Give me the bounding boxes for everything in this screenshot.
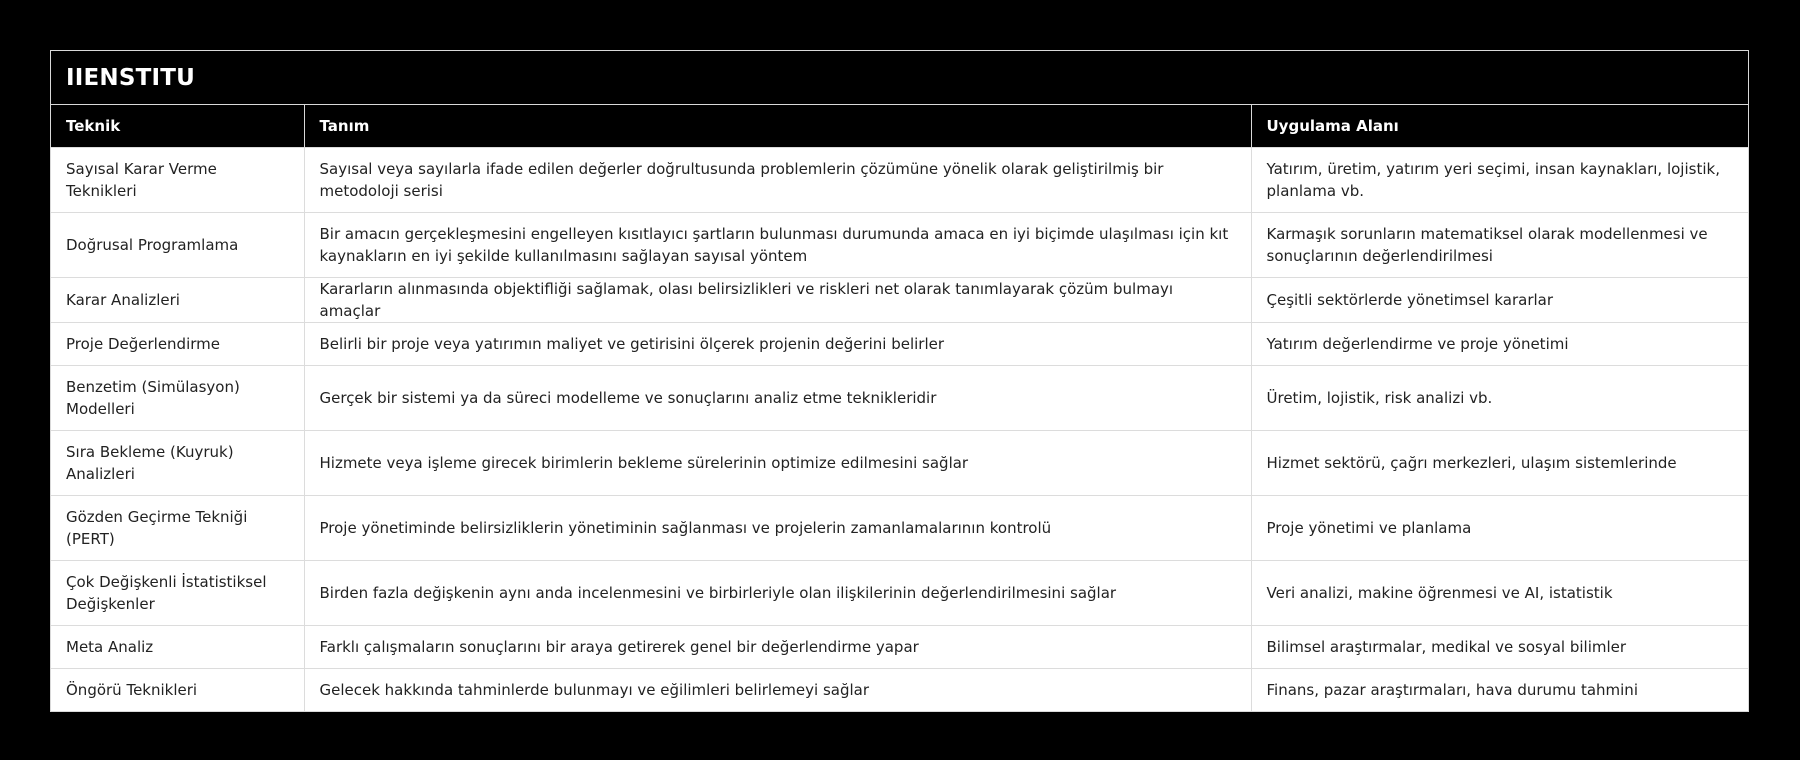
- cell-alan: Bilimsel araştırmalar, medikal ve sosyal bilimler: [1251, 625, 1748, 668]
- cell-tanim: Proje yönetiminde belirsizliklerin yönetiminin sağlanması ve projelerin zamanlamalarının kontrolü: [304, 495, 1251, 560]
- cell-teknik: Proje Değerlendirme: [51, 322, 304, 365]
- cell-alan: Finans, pazar araştırmaları, hava durumu tahmini: [1251, 668, 1748, 711]
- table-row: [51, 147, 1748, 212]
- cell-tanim: Bir amacın gerçekleşmesini engelleyen kısıtlayıcı şartların bulunması durumunda amaca en iyi biçimde ulaşılması için kıt kaynakların en iyi şekilde kullanılmasını sağlayan sayısal yöntem: [304, 212, 1251, 277]
- cell-alan: Üretim, lojistik, risk analizi vb.: [1251, 365, 1748, 430]
- cell-alan: Proje yönetimi ve planlama: [1251, 495, 1748, 560]
- cell-tanim: Gerçek bir sistemi ya da süreci modelleme ve sonuçlarını analiz etme teknikleridir: [304, 365, 1251, 430]
- table-row: [51, 430, 1748, 495]
- header-teknik: Teknik: [51, 105, 304, 147]
- header-tanim: Tanım: [304, 105, 1251, 147]
- cell-alan: Karmaşık sorunların matematiksel olarak modellenmesi ve sonuçlarının değerlendirilmesi: [1251, 212, 1748, 277]
- cell-teknik: Çok Değişkenli İstatistiksel Değişkenler: [51, 560, 304, 625]
- cell-teknik: Meta Analiz: [51, 625, 304, 668]
- cell-alan: Yatırım değerlendirme ve proje yönetimi: [1251, 322, 1748, 365]
- header-uygulama-alani: Uygulama Alanı: [1251, 105, 1748, 147]
- table-row: [51, 560, 1748, 625]
- cell-tanim: Belirli bir proje veya yatırımın maliyet ve getirisini ölçerek projenin değerini belirler: [304, 322, 1251, 365]
- table-row: [51, 365, 1748, 430]
- table-row: [51, 212, 1748, 277]
- cell-tanim: Sayısal veya sayılarla ifade edilen değerler doğrultusunda problemlerin çözümüne yönelik olarak geliştirilmiş bir metodoloji serisi: [304, 147, 1251, 212]
- cell-tanim: Hizmete veya işleme girecek birimlerin bekleme sürelerinin optimize edilmesini sağlar: [304, 430, 1251, 495]
- cell-teknik: Doğrusal Programlama: [51, 212, 304, 277]
- cell-teknik: Gözden Geçirme Tekniği (PERT): [51, 495, 304, 560]
- cell-alan: Yatırım, üretim, yatırım yeri seçimi, insan kaynakları, lojistik, planlama vb.: [1251, 147, 1748, 212]
- cell-tanim: Farklı çalışmaların sonuçlarını bir araya getirerek genel bir değerlendirme yapar: [304, 625, 1251, 668]
- cell-teknik: Öngörü Teknikleri: [51, 668, 304, 711]
- cell-alan: Hizmet sektörü, çağrı merkezleri, ulaşım sistemlerinde: [1251, 430, 1748, 495]
- cell-teknik: Karar Analizleri: [51, 277, 304, 322]
- table-row: [51, 668, 1748, 711]
- table-title: IIENSTITU: [51, 51, 1748, 105]
- techniques-table: [51, 105, 1748, 711]
- cell-teknik: Sıra Bekleme (Kuyruk) Analizleri: [51, 430, 304, 495]
- cell-teknik: Benzetim (Simülasyon) Modelleri: [51, 365, 304, 430]
- cell-alan: Çeşitli sektörlerde yönetimsel kararlar: [1251, 277, 1748, 322]
- techniques-table-container: [50, 50, 1749, 712]
- cell-tanim: Kararların alınmasında objektifliği sağlamak, olası belirsizlikleri ve riskleri net olarak tanımlayarak çözüm bulmayı amaçlar: [304, 277, 1251, 322]
- header-row: [51, 105, 1748, 147]
- table-row: [51, 322, 1748, 365]
- table-row: [51, 277, 1748, 322]
- cell-tanim: Birden fazla değişkenin aynı anda incelenmesini ve birbirleriyle olan ilişkilerinin değerlendirilmesini sağlar: [304, 560, 1251, 625]
- cell-alan: Veri analizi, makine öğrenmesi ve AI, istatistik: [1251, 560, 1748, 625]
- cell-teknik: Sayısal Karar Verme Teknikleri: [51, 147, 304, 212]
- table-row: [51, 495, 1748, 560]
- table-row: [51, 625, 1748, 668]
- cell-tanim: Gelecek hakkında tahminlerde bulunmayı ve eğilimleri belirlemeyi sağlar: [304, 668, 1251, 711]
